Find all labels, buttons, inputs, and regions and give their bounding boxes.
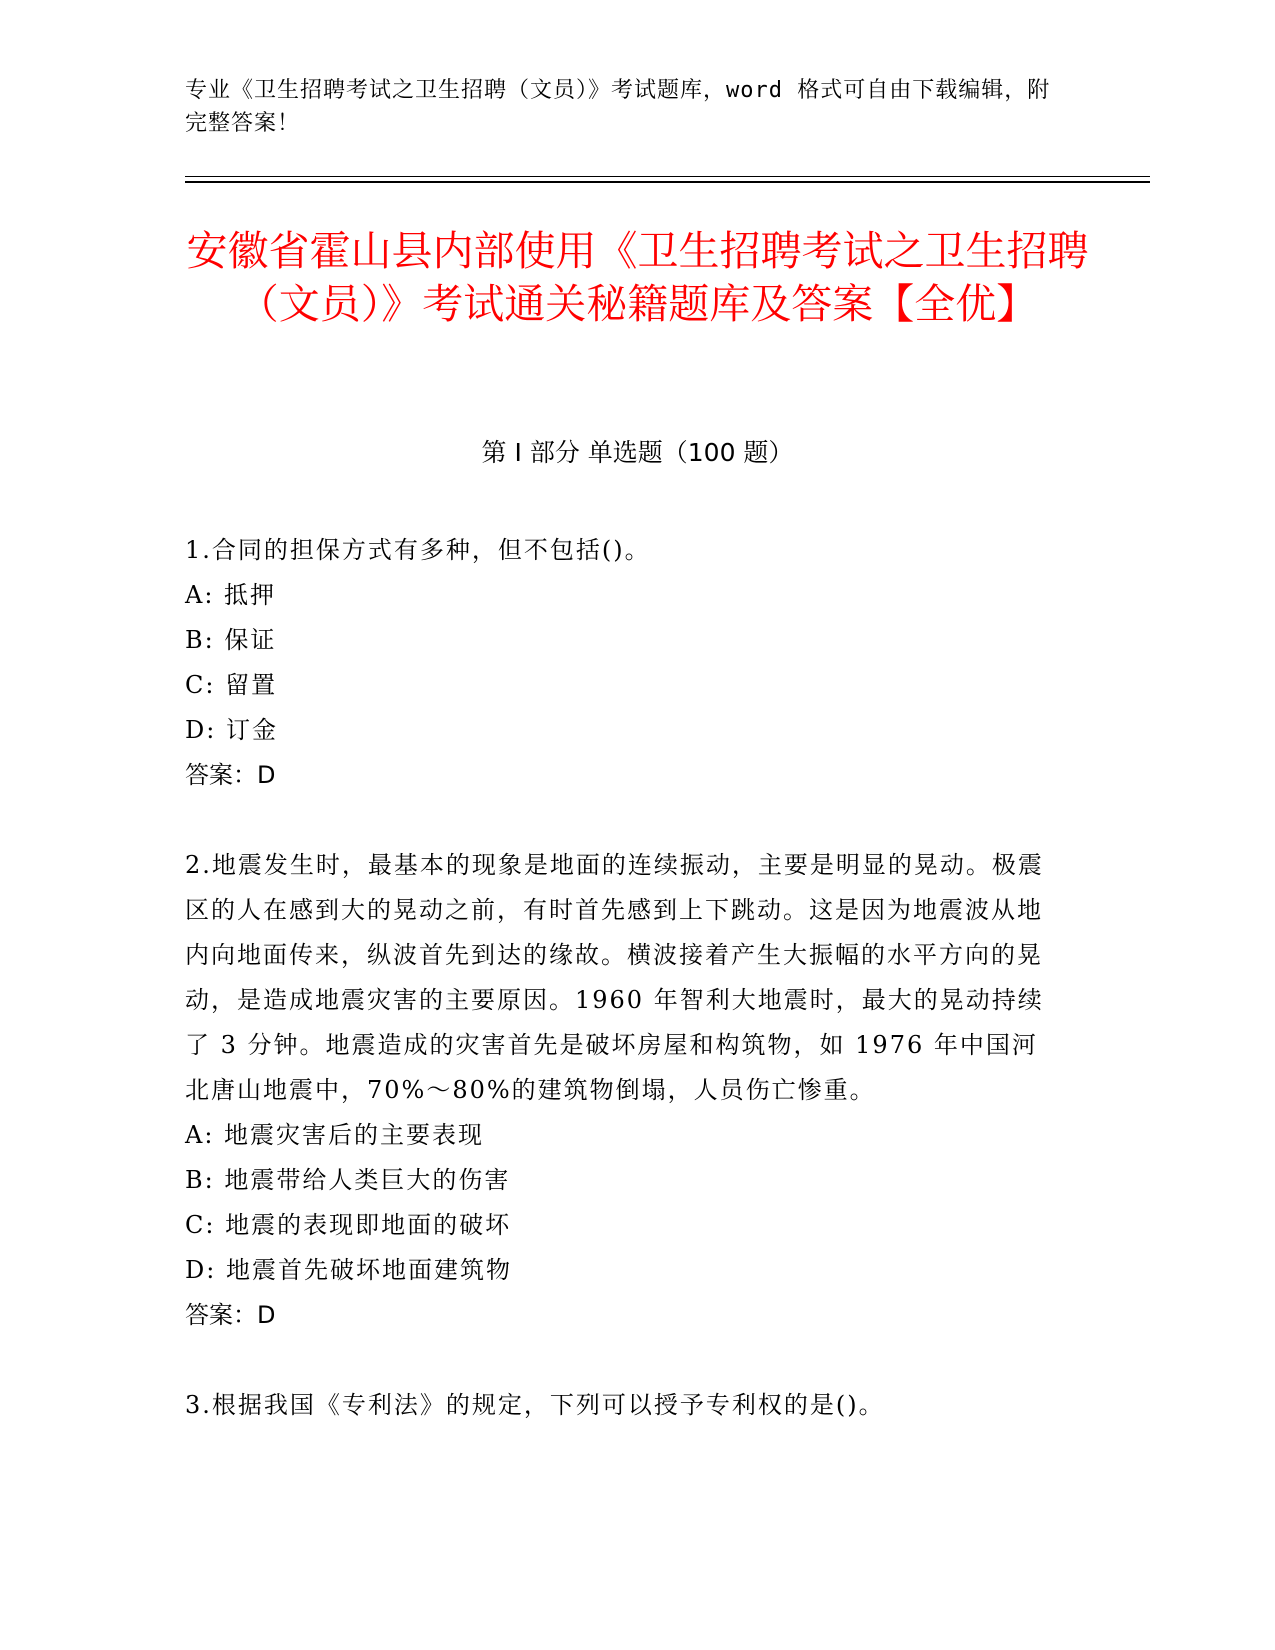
question-list <box>185 528 1055 1473</box>
question-1 <box>185 528 1055 798</box>
option-d: D: 订金 <box>185 716 278 744</box>
option-d: D: 地震首先破坏地面建筑物 <box>185 1256 512 1284</box>
question-2 <box>185 843 1055 1338</box>
document-title: 安徽省霍山县内部使用《卫生招聘考试之卫生招聘（文员）》考试通关秘籍题库及答案【全优】 <box>186 227 1089 328</box>
option-c: C: 地震的表现即地面的破坏 <box>185 1211 512 1239</box>
header-divider-thin <box>185 176 1150 177</box>
question-stem: 3.根据我国《专利法》的规定，下列可以授予专利权的是()。 <box>185 1391 885 1419</box>
option-a: A: 地震灾害后的主要表现 <box>185 1121 485 1149</box>
header-note: 专业《卫生招聘考试之卫生招聘（文员）》考试题库，word 格式可自由下载编辑，附完整答案！ <box>185 78 1051 136</box>
question-3 <box>185 1383 1055 1428</box>
header-divider-thick <box>185 181 1150 183</box>
option-b: B: 地震带给人类巨大的伤害 <box>185 1166 511 1194</box>
option-c: C: 留置 <box>185 671 278 699</box>
answer: 答案：D <box>185 1301 276 1329</box>
section-heading: 第 I 部分 单选题（100 题） <box>481 438 794 467</box>
question-stem: 1.合同的担保方式有多种，但不包括()。 <box>185 536 651 564</box>
option-b: B: 保证 <box>185 626 277 654</box>
option-a: A: 抵押 <box>185 581 277 609</box>
question-stem: 2.地震发生时，最基本的现象是地面的连续振动，主要是明显的晃动。极震区的人在感到大的晃动之前，有时首先感到上下跳动。这是因为地震波从地内向地面传来，纵波首先到达的缘故。横波接着产生大振幅的水平方向的晃动，是造成地震灾害的主要原因。1960 年智利大地震时，最大的晃动持续了 3 分钟。地震造成的灾害首先是破坏房屋和构筑物，如 1976 年中国河北唐山地震中，70%～80%的建筑物倒塌，人员伤亡惨重。 <box>185 851 1044 1104</box>
answer: 答案：D <box>185 761 276 789</box>
